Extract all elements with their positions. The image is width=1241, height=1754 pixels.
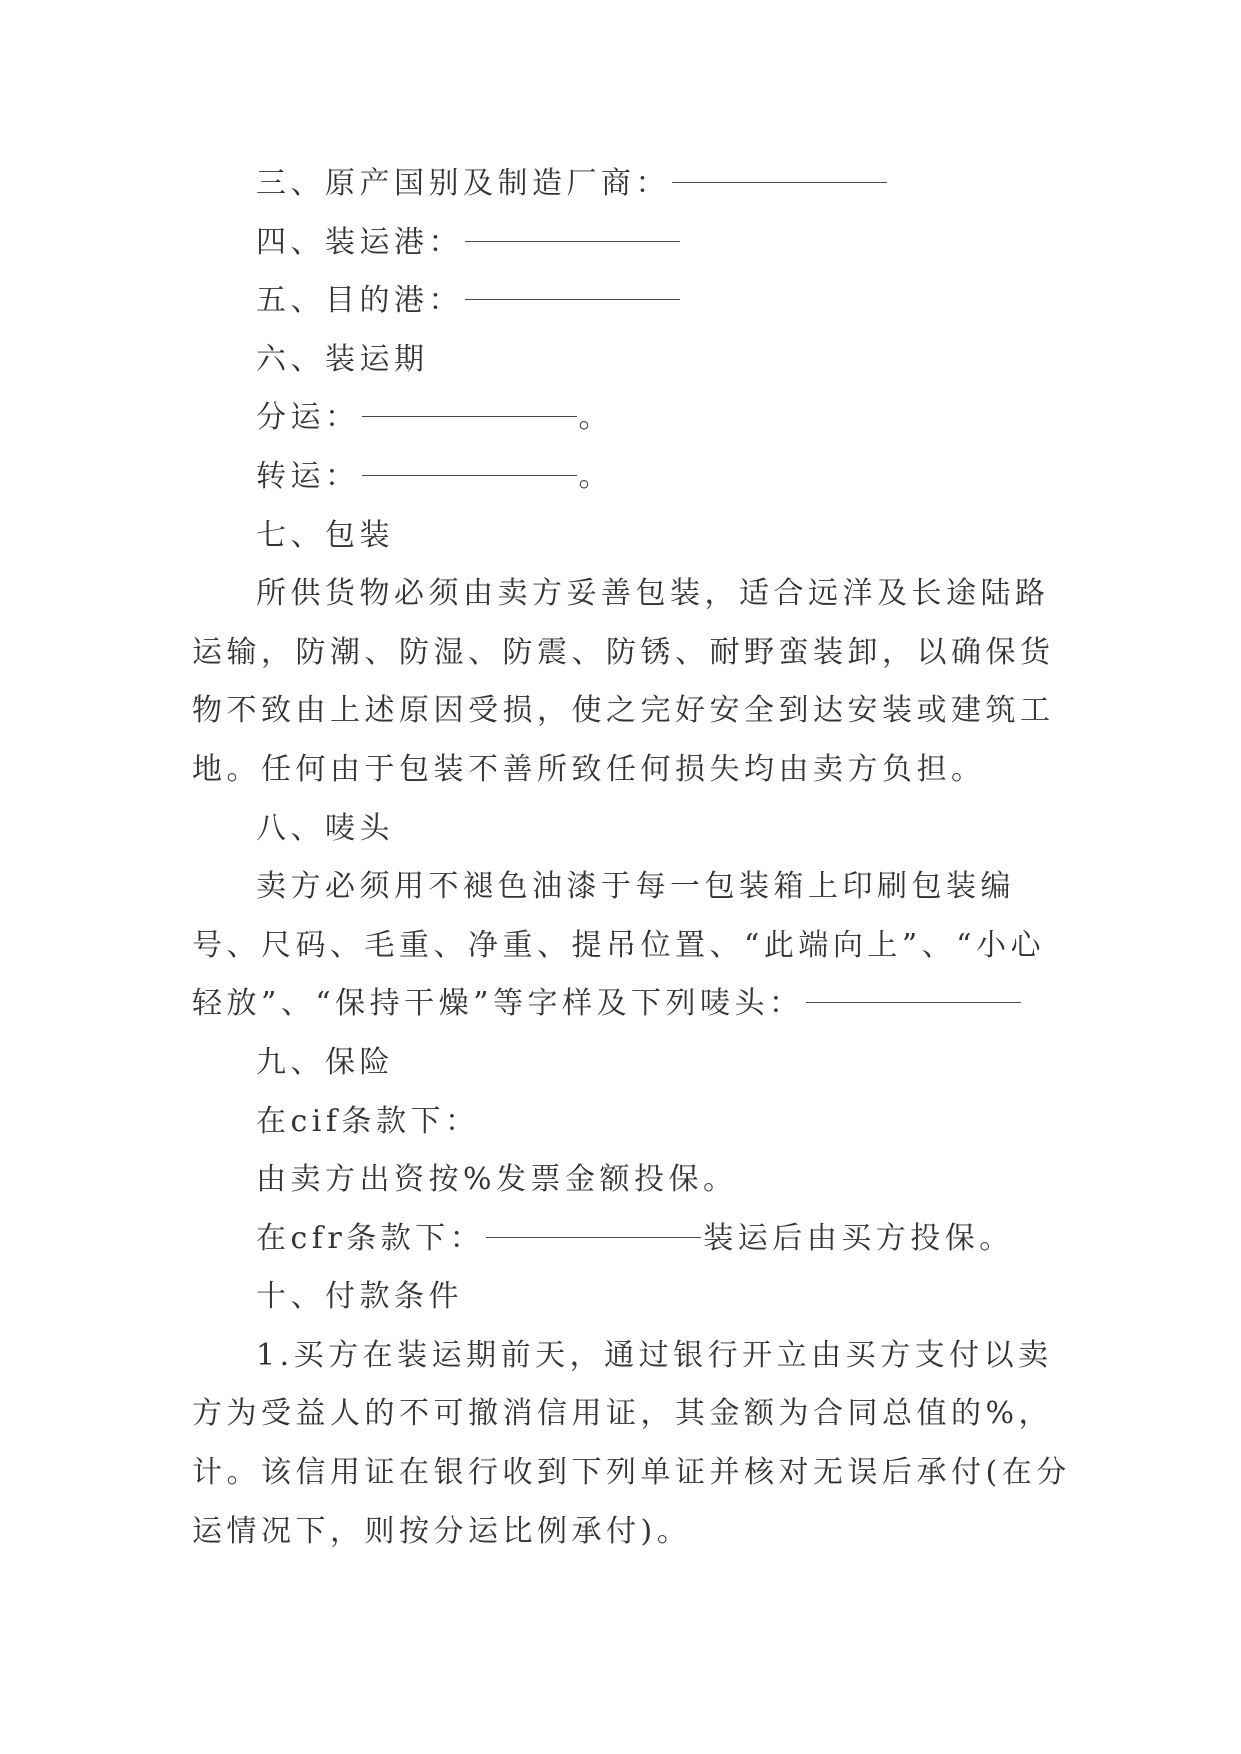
cfr-clause-line [192,1210,1072,1269]
loading-port-blank [465,240,680,242]
transshipment-blank [362,474,577,476]
destination-port-blank [465,298,680,300]
packing-paragraph: 所供货物必须由卖方妥善包装，适合远洋及长途陆路运输，防潮、防湿、防震、防锈、耐野蛮装卸，以确保货物不致由上述原因受损，使之完好安全到达安装或建筑工地。任何由于包装不善所致任何损失均由卖方负担。 [192,576,1055,787]
cif-insurance-line: 由卖方出资按%发票金额投保。 [256,1162,738,1198]
packing-heading: 七、包装 [256,517,394,553]
transshipment-label: 转运： [256,458,360,494]
marks-paragraph-text: 卖方必须用不褪色油漆于每一包装箱上印刷包装编号、尺码、毛重、净重、提吊位置、“此端向上”、“小心轻放”、“保持干燥”等字样及下列唛头： [192,869,1046,1022]
partial-shipment-blank [362,415,577,417]
insurance-heading: 九、保险 [256,1044,394,1080]
shipment-period-heading: 六、装运期 [256,341,429,377]
loading-port-line [192,214,1072,273]
cfr-clause-blank [486,1236,701,1238]
partial-shipment-line [192,389,1072,448]
cfr-clause-label: 在cfr条款下： [256,1220,485,1256]
transshipment-suffix: 。 [578,458,613,494]
origin-manufacturer-label: 三、原产国别及制造厂商： [256,166,670,201]
origin-manufacturer-blank [672,181,887,183]
partial-shipment-suffix: 。 [578,400,613,436]
loading-port-label: 四、装运港： [256,224,463,260]
marks-paragraph [192,858,1072,1034]
destination-port-label: 五、目的港： [256,283,463,319]
document-body [192,155,1072,1561]
destination-port-line [192,272,1072,331]
cif-clause-line: 在cif条款下： [256,1103,480,1139]
marks-blank [806,1001,1021,1003]
cfr-clause-suffix: 装运后由买方投保。 [703,1220,1014,1256]
partial-shipment-label: 分运： [256,400,360,436]
transshipment-line [192,448,1072,507]
marks-heading: 八、唛头 [256,810,394,846]
payment-terms-paragraph: 1.买方在装运期前天，通过银行开立由买方支付以卖方为受益人的不可撤消信用证，其金额为合同总值的%，计。该信用证在银行收到下列单证并核对无误后承付(在分运情况下，则按分运比例承付)。 [192,1337,1071,1549]
payment-terms-heading: 十、付款条件 [256,1279,463,1315]
origin-manufacturer-line [192,155,1072,214]
